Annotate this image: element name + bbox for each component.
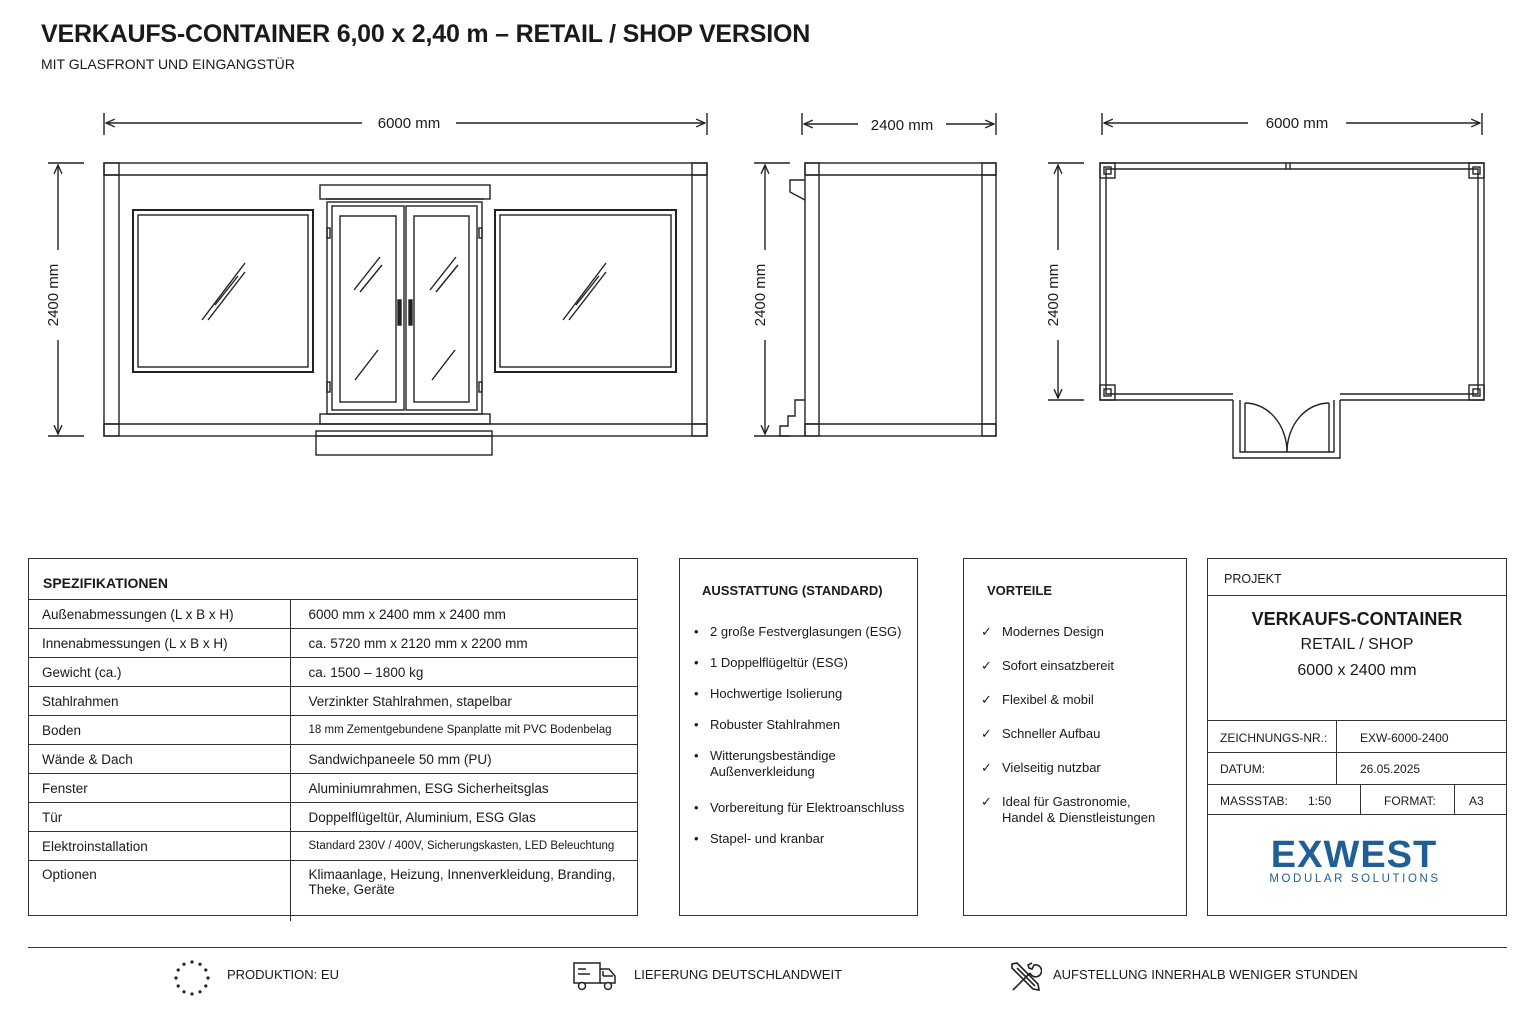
list-item: • Witterungsbeständige Außenverkleidung [694,748,836,779]
logo-tagline: MODULAR SOLUTIONS [1269,873,1441,885]
spec-value: 18 mm Zementgebundene Spanplatte mit PVC Bodenbelag [290,716,637,745]
drawing-number-label: ZEICHNUNGS-NR.: [1220,731,1328,745]
bullet-icon: • [694,800,699,815]
list-item: ✓ Flexibel & mobil [981,692,1094,707]
project-type: RETAIL / SHOP [1300,636,1414,653]
spec-label: Wände & Dach [29,745,290,774]
bullet-icon: • [694,686,699,701]
project-name: VERKAUFS-CONTAINER [1251,609,1463,629]
advantages-heading: VORTEILE [987,583,1053,598]
truck-icon [572,960,618,992]
list-item: ✓ Schneller Aufbau [981,726,1101,741]
spec-label: Boden [29,716,290,745]
check-icon: ✓ [981,692,992,707]
project-dimensions: 6000 x 2400 mm [1297,662,1417,679]
delivery-label: LIEFERUNG DEUTSCHLANDWEIT [634,967,843,982]
format-label: FORMAT: [1384,794,1436,808]
check-icon: ✓ [981,726,992,741]
production-label: PRODUKTION: EU [227,967,339,982]
list-item: • Robuster Stahlrahmen [694,717,841,732]
spec-label: Fenster [29,774,290,803]
logo-wordmark: EXWEST [1270,834,1438,876]
spec-label: Außenabmessungen (L x B x H) [29,600,290,629]
table-row [29,774,637,803]
spec-value: Aluminiumrahmen, ESG Sicherheitsglas [290,774,637,803]
date-row [1208,752,1506,784]
title-block [1207,558,1507,916]
list-item: • Vorbereitung für Elektroanschluss [694,800,905,815]
spec-label: Innenabmessungen (L x B x H) [29,629,290,658]
spec-label: Gewicht (ca.) [29,658,290,687]
side-view [754,113,996,436]
specifications-table [29,599,637,921]
plan-width-label: 6000 mm [1265,115,1329,132]
table-row [29,687,637,716]
plan-height-label: 2400 mm [1045,263,1062,327]
list-item: ✓ Ideal für Gastronomie, Handel & Dienstleistungen [981,794,1156,825]
list-item: • 1 Doppelflügeltür (ESG) [694,655,849,670]
project-label: PROJEKT [1224,572,1282,586]
front-height-label: 2400 mm [45,263,62,327]
page-subtitle: MIT GLASFRONT UND EINGANGSTÜR [41,56,295,72]
front-view [48,113,707,455]
front-width-label: 6000 mm [377,115,441,132]
spec-label: Optionen [29,861,290,922]
side-width-label: 2400 mm [870,117,934,134]
side-height-label: 2400 mm [752,263,769,327]
check-icon: ✓ [981,760,992,775]
scale-format-row [1208,784,1506,816]
page-title: VERKAUFS-CONTAINER 6,00 x 2,40 m – RETAIL / SHOP VERSION [41,20,811,48]
table-row [29,861,637,922]
list-item: • 2 große Festverglasungen (ESG) [694,624,902,639]
footer-divider [28,947,1507,948]
bullet-icon: • [694,717,699,732]
table-row [29,600,637,629]
table-row [29,716,637,745]
list-item: ✓ Vielseitig nutzbar [981,760,1101,775]
table-row [29,803,637,832]
format-value: A3 [1469,794,1484,808]
spec-label: Stahlrahmen [29,687,290,716]
scale-value: 1:50 [1308,794,1332,808]
list-item: ✓ Modernes Design [981,624,1104,639]
check-icon: ✓ [981,794,992,809]
eu-stars-icon [172,958,212,996]
list-item: ✓ Sofort einsatzbereit [981,658,1115,673]
list-item: • Hochwertige Isolierung [694,686,843,701]
equipment-heading: AUSSTATTUNG (STANDARD) [702,583,883,598]
date-label: DATUM: [1220,762,1266,776]
scale-label: MASSSTAB: [1220,794,1288,808]
spec-value: Doppelflügeltür, Aluminium, ESG Glas [290,803,637,832]
advantages-panel [963,558,1187,916]
drawing-number-row [1208,720,1506,752]
advantages-list [981,624,1167,841]
date-value: 26.05.2025 [1360,762,1421,776]
bullet-icon: • [694,624,699,639]
check-icon: ✓ [981,658,992,673]
spec-value: 6000 mm x 2400 mm x 2400 mm [290,600,637,629]
spec-value: Klimaanlage, Heizung, Innenverkleidung, Branding, Theke, Geräte [290,861,637,922]
specifications-heading: SPEZIFIKATIONEN [43,575,168,591]
spec-label: Tür [29,803,290,832]
spec-label: Elektroinstallation [29,832,290,861]
bullet-icon: • [694,655,699,670]
table-row [29,832,637,861]
drawing-number-value: EXW-6000-2400 [1360,731,1449,745]
company-logo [1208,835,1506,885]
spec-value: Sandwichpaneele 50 mm (PU) [290,745,637,774]
bullet-icon: • [694,748,699,763]
tools-icon [1008,960,1042,994]
spec-value: Standard 230V / 400V, Sicherungskasten, LED Beleuchtung [290,832,637,861]
check-icon: ✓ [981,624,992,639]
list-item: • Stapel- und kranbar [694,831,825,846]
setup-label: AUFSTELLUNG INNERHALB WENIGER STUNDEN [1053,967,1358,982]
table-row [29,745,637,774]
plan-view [1048,113,1484,458]
specifications-panel [28,558,638,916]
spec-value: Verzinkter Stahlrahmen, stapelbar [290,687,637,716]
equipment-list [694,624,904,862]
bullet-icon: • [694,831,699,846]
spec-value: ca. 5720 mm x 2120 mm x 2200 mm [290,629,637,658]
table-row [29,629,637,658]
equipment-panel [679,558,918,916]
spec-value: ca. 1500 – 1800 kg [290,658,637,687]
table-row [29,658,637,687]
